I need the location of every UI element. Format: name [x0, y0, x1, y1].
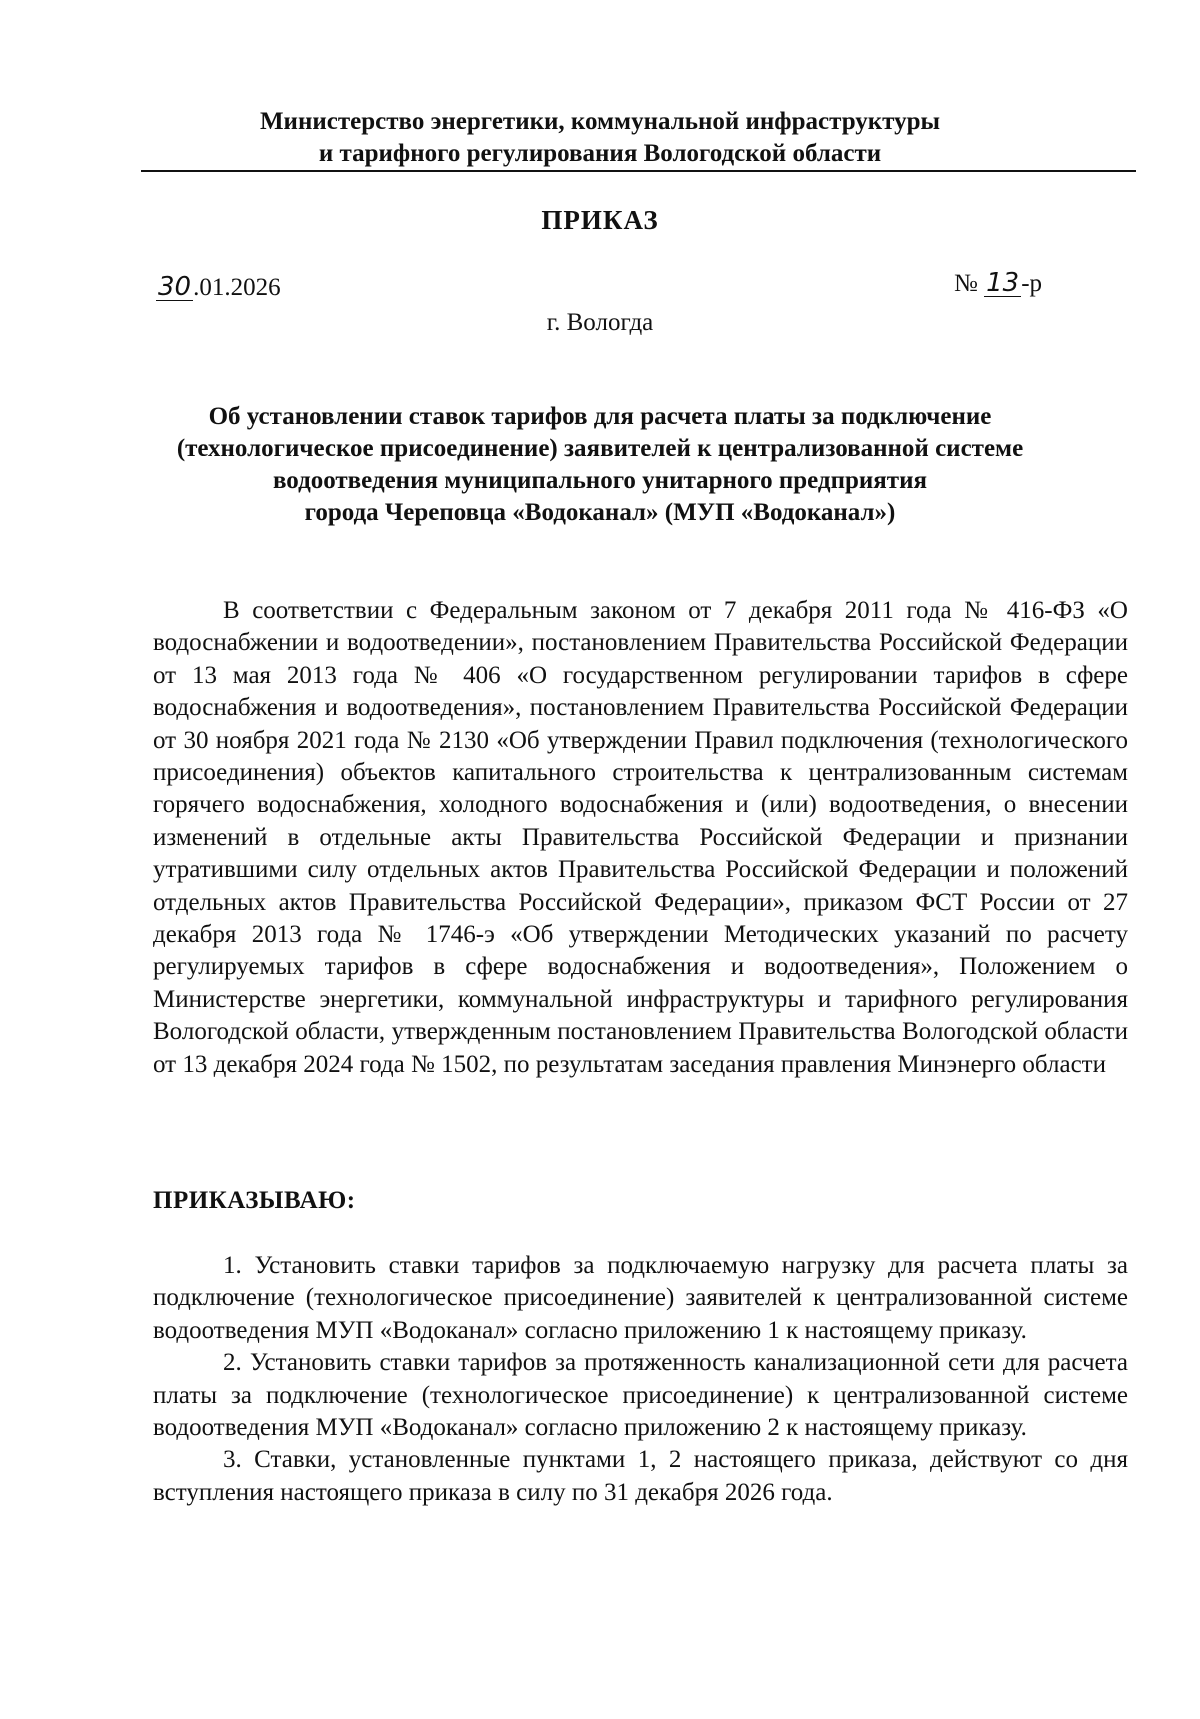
number-sign: №: [954, 270, 978, 297]
ministry-name: [140, 106, 1060, 170]
order-date: [156, 274, 281, 302]
order-item-3: 3. Ставки, установленные пунктами 1, 2 настоящего приказа, действуют со дня вступления настоящего приказа в силу по 31 декабря 2026 года.: [153, 1446, 1128, 1506]
subject-line-4: города Череповца «Водоканал» (МУП «Водоканал»): [304, 499, 896, 526]
document-type: ПРИКАЗ: [541, 205, 659, 235]
order-word: ПРИКАЗЫВАЮ:: [153, 1187, 356, 1214]
city: г. Вологда: [546, 309, 654, 336]
ministry-line-2: и тарифного регулирования Вологодской области: [318, 140, 882, 167]
order-item-1: 1. Установить ставки тарифов за подключаемую нагрузку для расчета платы за подключение (технологическое присоединение) заявителей к централизованной системе водоотведения МУП «Водоканал» согласно приложению 1 к настоящему приказу.: [153, 1252, 1128, 1344]
preamble-paragraph: В соответствии с Федеральным законом от 7 декабря 2011 года № 416-ФЗ «О водоснабжении и водоотведении», постановлением Правительства Российской Федерации от 13 мая 2013 года № 406 «О государственном регулировании тарифов в сфере водоснабжения и водоотведения», постановлением Правительства Российской Федерации от 30 ноября 2021 года № 2130 «Об утверждении Правил подключения (технологического присоединения) объектов капитального строительства к централизованным системам горячего водоснабжения, холодного водоснабжения и (или) водоотведения, о внесении изменений в отдельные акты Правительства Российской Федерации и признании утратившими силу отдельных актов Правительства Российской Федерации и положений отдельных актов Правительства Российской Федерации», приказом ФСТ России от 27 декабря 2013 года № 1746-э «Об утверждении Методических указаний по расчету регулируемых тарифов в сфере водоснабжения и водоотведения», Положением о Министерстве энергетики, коммунальной инфраструктуры и тарифного регулирования Вологодской области, утвержденным постановлением Правительства Вологодской области от 13 декабря 2024 года № 1502, по результатам заседания правления Минэнерго области: [153, 597, 1128, 1078]
ministry-line-1: Министерство энергетики, коммунальной инфраструктуры: [259, 108, 941, 135]
header-divider: [141, 170, 1136, 172]
subject-line-3: водоотведения муниципального унитарного предприятия: [272, 467, 928, 494]
order-items: [153, 1250, 1128, 1509]
handwritten-number: 13: [986, 268, 1020, 298]
subject-line-1: Об установлении ставок тарифов для расчета платы за подключение: [208, 403, 992, 430]
subject-line-2: (технологическое присоединение) заявителей к централизованной системе: [176, 435, 1024, 462]
handwritten-day: 30: [158, 272, 192, 302]
order-item-2: 2. Установить ставки тарифов за протяженность канализационной сети для расчета платы за подключение (технологическое присоединение) к централизованной системе водоотведения МУП «Водоканал» согласно приложению 2 к настоящему приказу.: [153, 1349, 1128, 1442]
order-subject: [150, 401, 1050, 529]
number-suffix: -р: [1021, 270, 1043, 297]
date-rest: .01.2026: [193, 274, 281, 301]
order-number: [954, 270, 1042, 298]
